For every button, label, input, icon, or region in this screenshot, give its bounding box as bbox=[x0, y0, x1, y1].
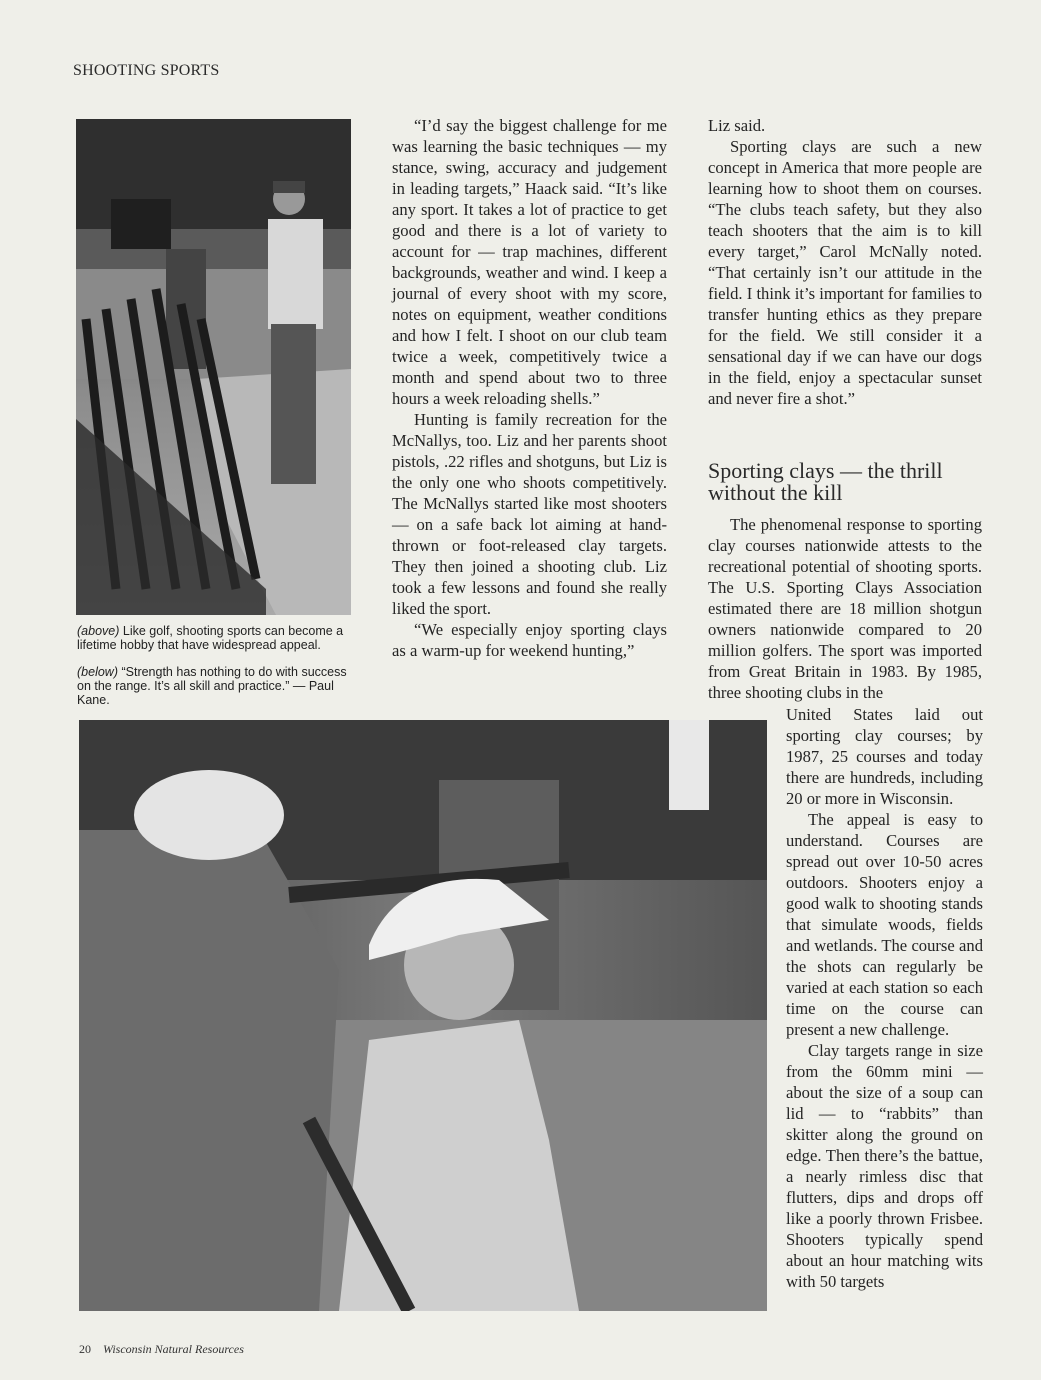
publication-name: Wisconsin Natural Resources bbox=[103, 1342, 244, 1356]
right-paragraph-4: The appeal is easy to understand. Courses are spread out over 10-50 acres outdoors. Shooters enjoy a good walk to shooting stands that simulate woods, fields and wetlands. The course and the shots can regularly be varied at each station so each time on the course can present a new challenge. bbox=[786, 810, 983, 1039]
caption-below-text: “Strength has nothing to do with success on the range. It’s all skill and practice.” — Paul Kane. bbox=[77, 665, 347, 707]
caption-below bbox=[77, 665, 352, 707]
caption-above bbox=[77, 624, 352, 652]
right-paragraph-3b: United States laid out sporting clay courses; by 1987, 25 courses and today there are hundreds, including 20 or more in Wisconsin. bbox=[786, 705, 983, 808]
column-right-lower bbox=[786, 704, 983, 1292]
page-footer bbox=[79, 1342, 244, 1357]
photo-bottom bbox=[79, 720, 767, 1311]
photo-captions bbox=[77, 624, 352, 707]
right-paragraph-1: Liz said. bbox=[708, 116, 766, 135]
right-paragraph-2: Sporting clays are such a new concept in America that more people are learning how to shoot them on courses. “The clubs teach safety, but they also teach shooters that the aim is to kill every target,” Carol McNally noted. “That certainly isn’t our attitude in the field. I think it’s important for families to transfer hunting ethics as they prepare for the field. We still consider it a sensational day if we can have our dogs in the field, enjoy a spectacular sunset and never fire a shot.” bbox=[708, 137, 982, 408]
photo-top bbox=[76, 119, 351, 615]
right-paragraph-5: Clay targets range in size from the 60mm mini — about the size of a soup can lid — to “rabbits” than skitter along the ground on edge. Then there’s the battue, a nearly rimless disc that flutters, dips and drops off like a poorly thrown Frisbee. Shooters typically spend about an hour matching wits with 50 targets bbox=[786, 1041, 983, 1291]
caption-above-lead: (above) bbox=[77, 624, 120, 638]
column-middle bbox=[392, 115, 667, 661]
right-paragraph-3: The phenomenal response to sporting clay courses nationwide attests to the recreational potential of shooting sports. The U.S. Sporting Clays Association estimated there are 18 million shotgun owners nationwide compared to 20 million golfers. The sport was imported from Great Britain in 1983. By 1985, three shooting clubs in the bbox=[708, 515, 982, 702]
photo-camera-crew-gun-rack-icon bbox=[76, 119, 351, 615]
middle-paragraph-3: “We especially enjoy sporting clays as a warm-up for weekend hunting,” bbox=[392, 620, 667, 660]
column-right-upper bbox=[708, 115, 982, 409]
caption-below-lead: (below) bbox=[77, 665, 118, 679]
column-right-middle bbox=[708, 514, 982, 703]
middle-paragraph-2: Hunting is family recreation for the McNallys, too. Liz and her parents shoot pistols, .22 rifles and shotguns, but Liz is the only one who shoots competitively. The McNallys started like most shooters — on a safe back lot aiming at hand-thrown or foot-released clay targets. They then joined a shooting club. Liz took a few lessons and found she really liked the sport. bbox=[392, 410, 667, 618]
caption-above-text: Like golf, shooting sports can become a lifetime hobby that have widespread appeal. bbox=[77, 624, 344, 652]
page-number: 20 bbox=[79, 1342, 91, 1356]
middle-paragraph-1: “I’d say the biggest challenge for me was learning the basic techniques — my stance, swing, accuracy and judgement in leading targets,” Haack said. “It’s like any sport. It takes a lot of practice to get good and there is a lot of variety to account for — trap machines, different backgrounds, weather and wind. I keep a journal of every shoot with my score, notes on equipment, weather conditions and how I felt. I shoot on our club team twice a week, competitively twice a month and spend about two to three hours a week reloading shells.” bbox=[392, 116, 667, 408]
section-header: SHOOTING SPORTS bbox=[73, 62, 220, 79]
photo-young-shooters-icon bbox=[79, 720, 767, 1311]
subheading: Sporting clays — the thrill without the kill bbox=[708, 458, 943, 505]
